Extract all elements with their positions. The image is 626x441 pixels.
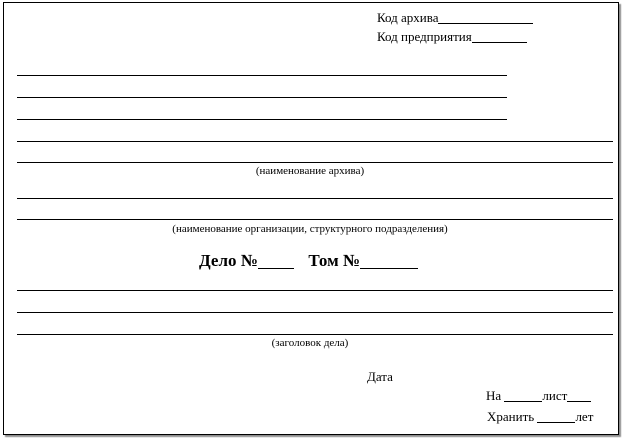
keep-years-field[interactable] <box>537 409 575 423</box>
archive-name-line[interactable] <box>17 141 613 142</box>
sheets-suffix: лист <box>542 388 568 403</box>
blank-line[interactable] <box>17 75 507 76</box>
case-number-field[interactable] <box>258 253 294 269</box>
case-title-line[interactable] <box>17 312 613 313</box>
archive-name-line[interactable] <box>17 162 613 163</box>
archive-name-caption: (наименование архива) <box>255 165 365 177</box>
case-heading <box>199 252 418 269</box>
organization-name-line[interactable] <box>17 198 613 199</box>
case-title-caption: (заголовок дела) <box>271 337 349 349</box>
blank-line[interactable] <box>17 97 507 98</box>
enterprise-code-label: Код предприятия <box>377 29 472 44</box>
keep-prefix: Хранить <box>487 409 535 424</box>
enterprise-code-row <box>377 29 527 43</box>
case-title-line[interactable] <box>17 334 613 335</box>
volume-number-label: Том № <box>308 251 360 270</box>
sheets-count-field[interactable] <box>504 388 542 402</box>
case-number-label: Дело № <box>199 251 258 270</box>
archive-code-field[interactable] <box>438 10 533 24</box>
sheets-prefix: На <box>486 388 502 403</box>
sheets-row <box>486 388 591 402</box>
archive-code-label: Код архива <box>377 10 439 25</box>
enterprise-code-field[interactable] <box>472 29 527 43</box>
organization-name-caption: (наименование организации, структурного подразделения) <box>172 223 448 235</box>
volume-number-field[interactable] <box>360 253 418 269</box>
organization-name-line[interactable] <box>17 219 613 220</box>
archive-code-row <box>377 10 533 24</box>
date-label: Дата <box>367 369 393 384</box>
keep-row <box>487 409 593 423</box>
blank-line[interactable] <box>17 119 507 120</box>
sheets-extra-field[interactable] <box>567 388 591 402</box>
keep-suffix: лет <box>575 409 594 424</box>
case-title-line[interactable] <box>17 290 613 291</box>
